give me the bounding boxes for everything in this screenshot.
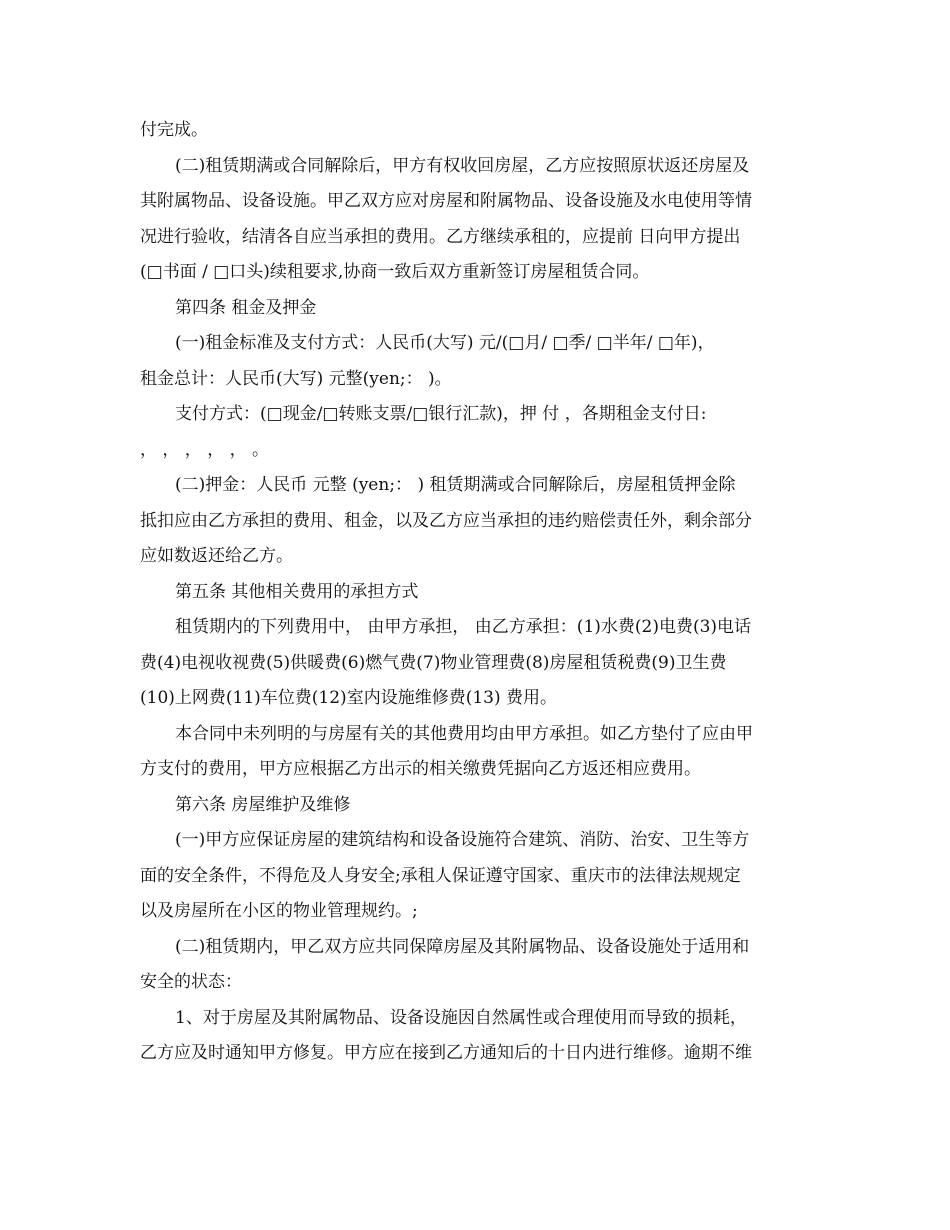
- text-line: (□书面 / □口头)续租要求,协商一致后双方重新签订房屋租赁合同。: [140, 262, 650, 282]
- text-line: 安全的状态：: [140, 972, 242, 992]
- document-body: [140, 113, 810, 1072]
- text-line: 本合同中未列明的与房屋有关的其他费用均由甲方承担。如乙方垫付了应由甲: [175, 723, 753, 744]
- text-line: 乙方应及时通知甲方修复。甲方应在接到乙方通知后的十日内进行维修。逾期不维: [140, 1043, 752, 1063]
- text-line: 应如数返还给乙方。: [140, 546, 293, 566]
- section-heading: 第六条 房屋维护及维修: [175, 794, 351, 815]
- text-line: (一)租金标准及支付方式：人民币(大写) 元/(□月/ □季/ □半年/ □年)，: [175, 333, 715, 353]
- text-line: (一)甲方应保证房屋的建筑结构和设备设施符合建筑、消防、治安、卫生等方: [175, 830, 750, 850]
- text-line: (二)租赁期满或合同解除后，甲方有权收回房屋，乙方应按照原状返还房屋及: [175, 155, 750, 176]
- text-line: 租金总计：人民币(大写) 元整(yen;： )。: [140, 368, 452, 389]
- text-line: 面的安全条件，不得危及人身安全;承租人保证遵守国家、重庆市的法律法规规定: [140, 865, 741, 886]
- section-heading: 第四条 租金及押金: [175, 297, 317, 318]
- text-line: 支付方式：(□现金/□转账支票/□银行汇款)，押 付 ，各期租金支付日:: [175, 404, 707, 424]
- text-line: (二)租赁期内，甲乙双方应共同保障房屋及其附属物品、设备设施处于适用和: [175, 936, 750, 957]
- text-line: 抵扣应由乙方承担的费用、租金，以及乙方应当承担的违约赔偿责任外，剩余部分: [140, 510, 752, 531]
- text-line: 付完成。: [140, 120, 208, 140]
- text-line: 租赁期内的下列费用中， 由甲方承担， 由乙方承担：(1)水费(2)电费(3)电话: [175, 617, 752, 637]
- text-line: (二)押金：人民币 元整 (yen;： ) 租赁期满或合同解除后，房屋租赁押金除: [175, 475, 736, 495]
- text-line: ， ， ， ， ， 。: [140, 439, 270, 460]
- text-line: 方支付的费用，甲方应根据乙方出示的相关缴费凭据向乙方返还相应费用。: [140, 759, 701, 779]
- text-line: 1、对于房屋及其附属物品、设备设施因自然属性或合理使用而导致的损耗，: [175, 1007, 747, 1028]
- text-line: 其附属物品、设备设施。甲乙双方应对房屋和附属物品、设备设施及水电使用等情: [140, 191, 752, 211]
- text-line: 费(4)电视收视费(5)供暖费(6)燃气费(7)物业管理费(8)房屋租赁税费(9)卫生费: [140, 652, 727, 673]
- section-heading: 第五条 其他相关费用的承担方式: [175, 581, 419, 602]
- text-line: 以及房屋所在小区的物业管理规约。;: [140, 901, 418, 921]
- text-line: 况进行验收，结清各自应当承担的费用。乙方继续承租的，应提前 日向甲方提出: [140, 226, 741, 247]
- text-line: (10)上网费(11)车位费(12)室内设施维修费(13) 费用。: [140, 688, 557, 708]
